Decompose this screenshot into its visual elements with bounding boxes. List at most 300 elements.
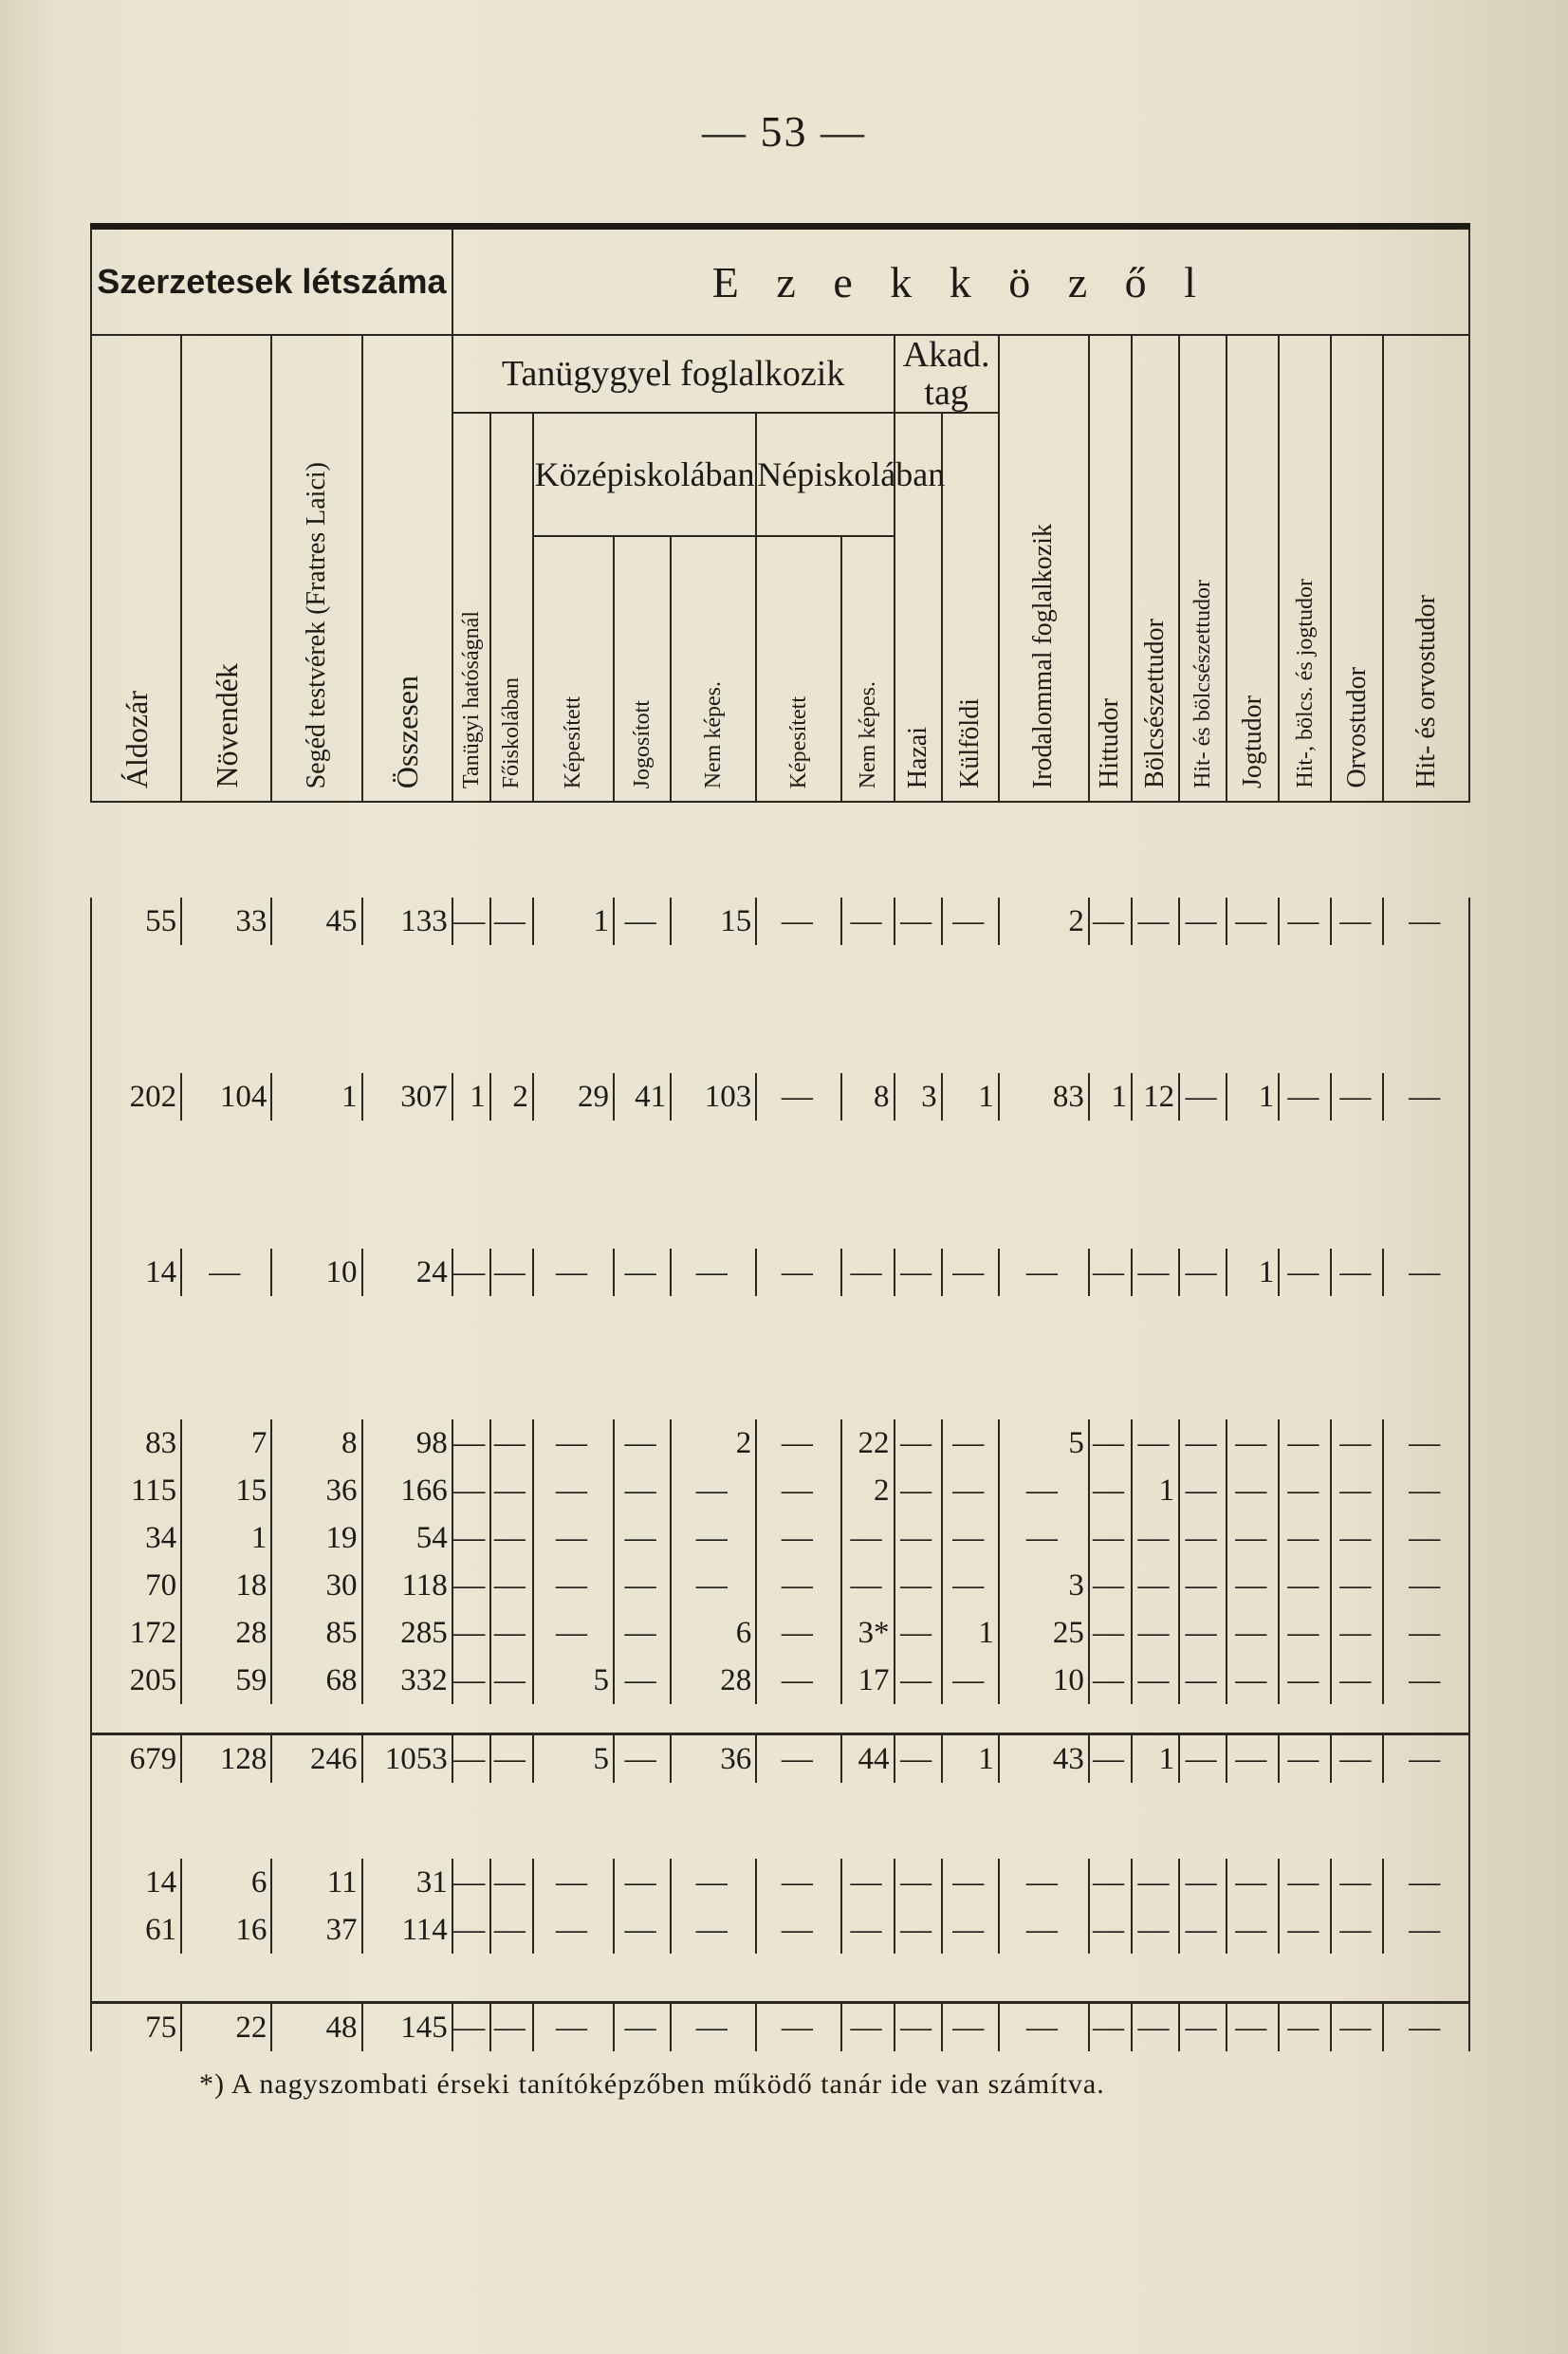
table-cell: — [1279,1657,1331,1704]
table-cell: — [1227,2003,1279,2052]
table-cell: — [614,1734,671,1784]
table-cell: 30 [271,1562,361,1609]
table-cell: 307 [362,1073,452,1121]
table-cell: — [614,1467,671,1514]
table-row [91,1249,1469,1296]
table-cell: — [756,1609,841,1657]
table-cell: — [756,1657,841,1704]
table-cell: 43 [999,1734,1089,1784]
table-cell: 166 [362,1467,452,1514]
table-cell: — [841,1562,894,1609]
statistics-table-wrapper [90,223,1470,2045]
table-cell: 2 [999,898,1089,945]
table-cell: — [1383,1859,1469,1906]
table-cell: — [1383,1657,1469,1704]
table-cell: — [1179,1419,1227,1467]
table-cell: — [181,1249,271,1296]
table-cell: — [1383,1562,1469,1609]
table-cell: — [1089,1562,1132,1609]
table-cell: 10 [271,1249,361,1296]
table-cell: 1 [942,1073,999,1121]
table-cell: 1053 [362,1734,452,1784]
table-cell: 8 [271,1419,361,1467]
col-header-hit-bolcs-jog: Hit-, bölcs. és jogtudor [1279,335,1331,802]
table-cell: — [756,1073,841,1121]
table-cell: — [490,1859,533,1906]
table-cell: 145 [362,2003,452,2052]
table-cell: 6 [671,1609,756,1657]
table-cell: — [1279,1734,1331,1784]
table-cell: — [999,1859,1089,1906]
table-cell: 25 [999,1609,1089,1657]
table-cell: — [1179,898,1227,945]
table-cell: — [614,1859,671,1906]
table-cell: — [1331,1609,1383,1657]
table-cell: 3* [841,1609,894,1657]
table-cell: 48 [271,2003,361,2052]
col-header-osszesen: Összesen [362,335,452,802]
table-cell: — [1383,1249,1469,1296]
table-cell: — [1383,1609,1469,1657]
table-cell: 1 [533,898,614,945]
table-cell: — [452,1609,490,1657]
table-cell: — [490,2003,533,2052]
table-cell: 104 [181,1073,271,1121]
table-cell: — [1179,1562,1227,1609]
table-cell: — [895,1249,942,1296]
table-cell: — [756,1249,841,1296]
table-cell: 202 [91,1073,181,1121]
table-cell: — [490,1467,533,1514]
table-cell: — [671,1562,756,1609]
table-cell: 3 [999,1562,1089,1609]
table-cell: 1 [1227,1249,1279,1296]
col-header-nep-kepesitett: Képesített [756,536,841,802]
table-cell: — [895,1609,942,1657]
table-cell: 1 [1089,1073,1132,1121]
table-cell: — [1279,1906,1331,1954]
table-cell: — [942,1419,999,1467]
table-cell: 18 [181,1562,271,1609]
table-cell: 17 [841,1657,894,1704]
col-header-hazai: Hazai [895,413,942,802]
table-cell: — [490,1514,533,1562]
table-cell: — [1227,1419,1279,1467]
table-cell: — [895,1859,942,1906]
table-cell: — [756,1906,841,1954]
table-cell: 70 [91,1562,181,1609]
table-cell: — [1279,1562,1331,1609]
table-cell: 31 [362,1859,452,1906]
table-cell: 3 [895,1073,942,1121]
table-cell: — [1227,1562,1279,1609]
table-row [91,1419,1469,1467]
table-cell: — [1089,1249,1132,1296]
table-cell: — [490,1734,533,1784]
table-cell: — [1279,2003,1331,2052]
col-header-jogtudor: Jogtudor [1227,335,1279,802]
table-cell: — [452,1467,490,1514]
table-cell: — [614,1249,671,1296]
table-cell: — [1279,1859,1331,1906]
table-cell: 61 [91,1906,181,1954]
table-cell: — [1132,1419,1179,1467]
table-cell: — [1179,1906,1227,1954]
table-cell: 6 [181,1859,271,1906]
table-cell: — [1179,1514,1227,1562]
primary-header: Népiskolában [756,413,894,536]
table-cell: — [490,1906,533,1954]
col-header-hit-bolcs: Hit- és bölcsészettudor [1179,335,1227,802]
table-cell: — [490,1609,533,1657]
table-cell: 28 [671,1657,756,1704]
table-cell: — [1331,1657,1383,1704]
table-cell: — [942,898,999,945]
table-cell: — [999,1906,1089,1954]
table-cell: — [1179,1467,1227,1514]
table-cell: 28 [181,1609,271,1657]
table-cell: — [1132,1249,1179,1296]
table-cell: — [452,2003,490,2052]
table-cell: — [1179,1609,1227,1657]
table-cell: 15 [181,1467,271,1514]
table-cell: — [841,1514,894,1562]
table-cell: — [1089,2003,1132,2052]
table-cell: — [1383,1467,1469,1514]
table-cell: 1 [181,1514,271,1562]
table-cell: 115 [91,1467,181,1514]
table-cell: — [895,2003,942,2052]
col-header-foiskola: Főiskolában [490,413,533,802]
table-cell: — [671,1249,756,1296]
table-cell: — [756,2003,841,2052]
table-cell: — [999,1249,1089,1296]
col-header-irodalom: Irodalommal foglalkozik [999,335,1089,802]
table-cell: 7 [181,1419,271,1467]
table-cell: 5 [533,1734,614,1784]
table-cell: — [490,1419,533,1467]
table-cell: — [614,1906,671,1954]
table-cell: 5 [999,1419,1089,1467]
table-cell: 34 [91,1514,181,1562]
table-cell: 14 [91,1859,181,1906]
table-cell: — [942,1514,999,1562]
members-group-header: Szerzetesek létszáma [91,227,452,336]
table-cell: — [1227,1657,1279,1704]
col-header-seged-testverek: Segéd testvérek (Fratres Laici) [271,335,361,802]
statistics-table [90,223,1470,2051]
table-cell: — [841,1249,894,1296]
table-cell: — [756,1419,841,1467]
table-cell: 33 [181,898,271,945]
table-cell: 1 [1132,1467,1179,1514]
table-cell: 128 [181,1734,271,1784]
table-cell: — [756,1514,841,1562]
table-cell: 29 [533,1073,614,1121]
table-cell: 11 [271,1859,361,1906]
table-cell: — [671,1467,756,1514]
table-cell: — [1089,1609,1132,1657]
table-cell: 103 [671,1073,756,1121]
academic-header: Akad. tag [895,335,999,413]
table-cell: — [1331,1514,1383,1562]
table-cell: — [614,898,671,945]
table-row [91,1859,1469,1906]
table-cell: — [895,1734,942,1784]
table-cell: — [1383,898,1469,945]
table-cell: — [1331,1249,1383,1296]
table-cell: — [942,1906,999,1954]
table-cell: 83 [999,1073,1089,1121]
table-cell: — [1331,2003,1383,2052]
table-cell: — [1089,1467,1132,1514]
table-cell: — [895,1467,942,1514]
table-cell: 1 [1132,1734,1179,1784]
table-cell: — [1179,2003,1227,2052]
table-cell: — [533,1859,614,1906]
col-header-tanugyi-hatosag: Tanügyi hatóságnál [452,413,490,802]
col-header-kozep-jogositott: Jogosított [614,536,671,802]
table-cell: — [452,1514,490,1562]
table-cell: — [1331,898,1383,945]
table-cell: — [942,1562,999,1609]
table-cell: — [614,1514,671,1562]
table-cell: — [756,1859,841,1906]
table-cell: — [533,1609,614,1657]
footnote: *) A nagyszombati érseki tanítóképzőben működő tanár ide van számítva. [199,2068,1105,2100]
table-cell: — [452,1419,490,1467]
table-cell: 1 [942,1734,999,1784]
table-cell: — [942,1859,999,1906]
table-cell: 133 [362,898,452,945]
table-row [91,1514,1469,1562]
table-row [91,1734,1469,1784]
table-cell: — [1383,1734,1469,1784]
table-cell: — [671,1906,756,1954]
table-cell: — [1179,1657,1227,1704]
table-cell: — [942,2003,999,2052]
table-cell: 114 [362,1906,452,1954]
table-cell: — [1279,1514,1331,1562]
table-cell: — [1089,1514,1132,1562]
table-cell: — [1179,1249,1227,1296]
table-cell: — [1383,1419,1469,1467]
table-cell: 22 [841,1419,894,1467]
table-cell: 36 [271,1467,361,1514]
col-header-bolcseszettudor: Bölcsészettudor [1132,335,1179,802]
table-cell: — [671,2003,756,2052]
table-cell: — [452,1906,490,1954]
table-cell: 246 [271,1734,361,1784]
table-cell: — [490,1657,533,1704]
table-cell: — [1227,1467,1279,1514]
table-cell: — [999,1467,1089,1514]
table-cell: 19 [271,1514,361,1562]
table-cell: 118 [362,1562,452,1609]
table-cell: — [1383,2003,1469,2052]
table-cell: — [1132,1562,1179,1609]
table-cell: — [614,2003,671,2052]
table-cell: — [1279,1249,1331,1296]
table-cell: 1 [452,1073,490,1121]
table-cell: 41 [614,1073,671,1121]
table-cell: — [671,1514,756,1562]
table-row [91,1609,1469,1657]
table-cell: — [1383,1073,1469,1121]
table-cell: — [756,1562,841,1609]
table-cell: 15 [671,898,756,945]
table-cell: 10 [999,1657,1089,1704]
table-row [91,1906,1469,1954]
among-group-header: E z e k k ö z ő l [452,227,1469,336]
table-cell: — [533,1467,614,1514]
table-body [91,802,1469,2051]
col-header-novendek: Növendék [181,335,271,802]
table-cell: — [1227,1609,1279,1657]
education-header: Tanügygyel foglalkozik [452,335,895,413]
table-row [91,1657,1469,1704]
table-cell: — [841,2003,894,2052]
table-cell: — [1179,1859,1227,1906]
col-header-orvostudor: Orvostudor [1331,335,1383,802]
table-cell: 205 [91,1657,181,1704]
table-cell: — [533,2003,614,2052]
table-row [91,1467,1469,1514]
table-cell: — [841,1859,894,1906]
table-cell: — [895,1562,942,1609]
table-cell: 12 [1132,1073,1179,1121]
col-header-hittudor: Hittudor [1089,335,1132,802]
table-cell: — [999,1514,1089,1562]
table-cell: — [1089,898,1132,945]
table-cell: 2 [490,1073,533,1121]
table-cell: 45 [271,898,361,945]
page-number: — 53 — [702,107,866,156]
table-cell: 83 [91,1419,181,1467]
table-cell: — [895,898,942,945]
table-row [91,1562,1469,1609]
table-cell: — [533,1514,614,1562]
table-cell: — [895,1514,942,1562]
table-cell: 332 [362,1657,452,1704]
table-cell: — [1279,1609,1331,1657]
table-cell: — [1132,1657,1179,1704]
table-cell: — [1089,1657,1132,1704]
table-cell: 36 [671,1734,756,1784]
table-cell: — [841,1906,894,1954]
table-cell: — [1132,1514,1179,1562]
table-cell: 24 [362,1249,452,1296]
table-cell: — [1331,1073,1383,1121]
table-cell: — [1089,1906,1132,1954]
table-cell: — [1331,1906,1383,1954]
col-header-aldozar: Áldozár [91,335,181,802]
table-cell: 37 [271,1906,361,1954]
table-cell: — [756,898,841,945]
table-cell: — [452,1657,490,1704]
table-cell: — [1227,1906,1279,1954]
table-cell: — [533,1419,614,1467]
table-cell: — [1383,1514,1469,1562]
table-cell: — [490,1562,533,1609]
col-header-hit-orvos: Hit- és orvostudor [1383,335,1469,802]
table-cell: 2 [671,1419,756,1467]
table-cell: — [452,1734,490,1784]
table-row [91,2003,1469,2052]
secondary-header: Középiskolában [533,413,756,536]
table-cell: 16 [181,1906,271,1954]
table-cell: — [1331,1562,1383,1609]
table-cell: 75 [91,2003,181,2052]
table-cell: 14 [91,1249,181,1296]
table-cell: — [614,1609,671,1657]
table-cell: — [1331,1734,1383,1784]
table-cell: — [452,898,490,945]
table-cell: — [1179,1073,1227,1121]
table-cell: — [533,1906,614,1954]
table-cell: — [1227,1859,1279,1906]
table-cell: — [1279,898,1331,945]
table-cell: — [452,1859,490,1906]
table-cell: — [490,1249,533,1296]
table-cell: — [1132,2003,1179,2052]
table-cell: — [1227,898,1279,945]
table-cell: — [1227,1734,1279,1784]
table-cell: 8 [841,1073,894,1121]
table-cell: 5 [533,1657,614,1704]
table-cell: — [614,1657,671,1704]
table-cell: — [1227,1514,1279,1562]
table-row [91,898,1469,945]
table-cell: — [942,1467,999,1514]
table-cell: — [1132,1859,1179,1906]
table-cell: — [614,1419,671,1467]
col-header-nep-nem-kepes: Nem képes. [841,536,894,802]
table-cell: — [1132,1609,1179,1657]
table-cell: — [1132,898,1179,945]
table-cell: — [533,1562,614,1609]
table-cell: — [756,1734,841,1784]
table-cell: — [895,1419,942,1467]
table-cell: — [1279,1419,1331,1467]
table-cell: — [895,1906,942,1954]
table-cell: — [1331,1419,1383,1467]
table-cell: 68 [271,1657,361,1704]
table-cell: — [452,1562,490,1609]
table-cell: 54 [362,1514,452,1562]
table-cell: 679 [91,1734,181,1784]
table-cell: 1 [1227,1073,1279,1121]
table-cell: — [1089,1734,1132,1784]
table-cell: 1 [942,1609,999,1657]
table-cell: 85 [271,1609,361,1657]
table-cell: — [1089,1419,1132,1467]
table-cell: — [1383,1906,1469,1954]
col-header-kozep-kepesitett: Képesített [533,536,614,802]
table-cell: — [841,898,894,945]
table-cell: 1 [271,1073,361,1121]
table-cell: — [999,2003,1089,2052]
table-cell: — [1279,1467,1331,1514]
col-header-kulfoldi: Külföldi [942,413,999,802]
table-cell: 44 [841,1734,894,1784]
table-cell: — [1331,1859,1383,1906]
table-cell: — [756,1467,841,1514]
table-cell: — [533,1249,614,1296]
table-cell: 59 [181,1657,271,1704]
table-cell: — [614,1562,671,1609]
table-cell: — [452,1249,490,1296]
